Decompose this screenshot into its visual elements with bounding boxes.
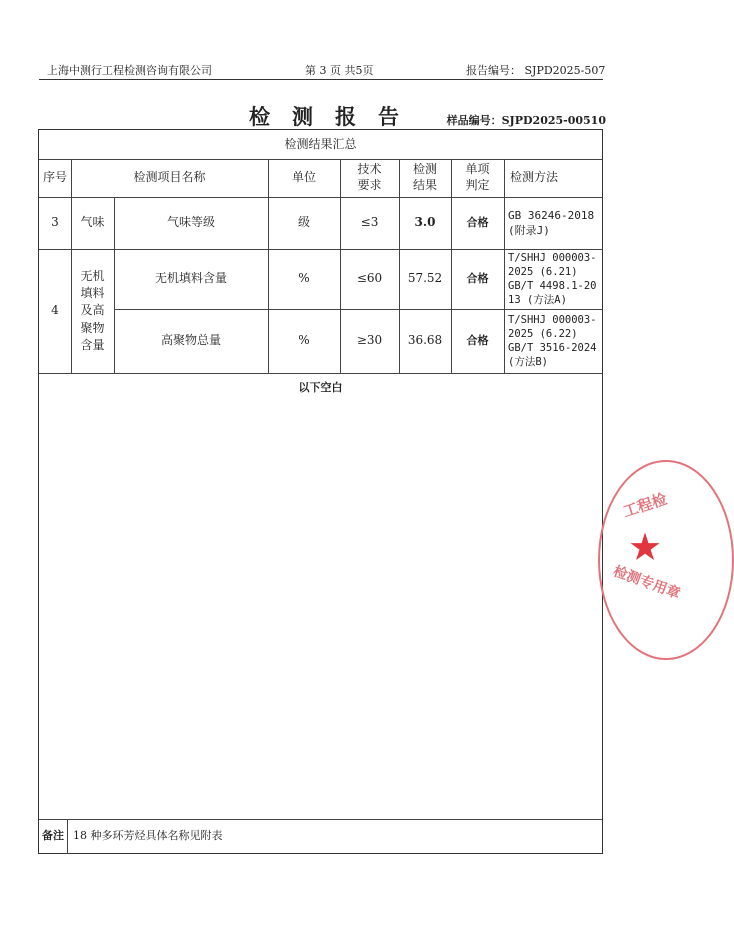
seal-star-icon: ★ xyxy=(628,525,663,569)
table-line xyxy=(67,819,68,853)
table-caption: 检测结果汇总 xyxy=(284,136,357,151)
report-title: 检测报告 xyxy=(249,104,421,129)
row4a-method: T/SHHJ 000003- 2025 (6.21) GB/T 4498.1-20 13 (方法A) xyxy=(508,251,597,307)
row4a-judgement: 合格 xyxy=(466,271,489,285)
header-method: 检测方法 xyxy=(510,170,559,185)
header-unit: 单位 xyxy=(291,170,316,185)
header-seq: 序号 xyxy=(42,170,67,185)
seal-text-top: 工程检 xyxy=(620,489,670,521)
row4b-requirement: ≥30 xyxy=(356,333,383,348)
row4a-requirement: ≤60 xyxy=(356,271,383,286)
remarks-text: 18 种多环芳烃具体名称见附表 xyxy=(73,828,223,842)
row3-method: GB 36246-2018 (附录J) xyxy=(508,208,595,237)
seal-text-bottom: 检测专用章 xyxy=(611,563,683,603)
row4b-result: 36.68 xyxy=(407,333,443,348)
row4b-item: 高聚物总量 xyxy=(160,333,221,348)
results-table xyxy=(38,129,603,854)
report-number: 报告编号： SJPD2025-507 xyxy=(466,64,606,77)
header-item: 检测项目名称 xyxy=(133,170,206,185)
remarks-label: 备注 xyxy=(42,828,64,842)
row4b-judgement: 合格 xyxy=(466,333,489,347)
header-result: 检测 结果 xyxy=(412,162,437,192)
row4-seq: 4 xyxy=(51,303,59,318)
row3-result: 3.0 xyxy=(414,215,436,230)
row3-judgement: 合格 xyxy=(466,215,489,229)
row3-unit: 级 xyxy=(297,215,310,230)
row3-item: 气味等级 xyxy=(166,215,215,230)
table-line xyxy=(39,373,602,374)
row4a-item: 无机填料含量 xyxy=(154,271,227,286)
header-rule xyxy=(39,79,603,80)
blank-note: 以下空白 xyxy=(298,380,343,394)
row3-group: 气味 xyxy=(80,215,105,230)
row4b-method: T/SHHJ 000003- 2025 (6.22) GB/T 3516-2024 (方法B) xyxy=(508,313,597,369)
sample-number: 样品编号：SJPD2025-00510 xyxy=(446,114,606,127)
table-line xyxy=(504,159,505,373)
header-requirement: 技术 要求 xyxy=(357,162,382,192)
row4b-unit: % xyxy=(298,333,310,348)
page-info: 第 3 页 共5页 xyxy=(305,64,374,77)
row3-requirement: ≤3 xyxy=(360,215,379,230)
row3-seq: 3 xyxy=(51,215,59,230)
row4a-unit: % xyxy=(298,271,310,286)
row4-group: 无机 填料 及高 聚物 含量 xyxy=(80,268,105,353)
company-name: 上海中测行工程检测咨询有限公司 xyxy=(47,64,212,77)
header-judgement: 单项 判定 xyxy=(465,162,490,192)
row4a-result: 57.52 xyxy=(407,271,443,286)
